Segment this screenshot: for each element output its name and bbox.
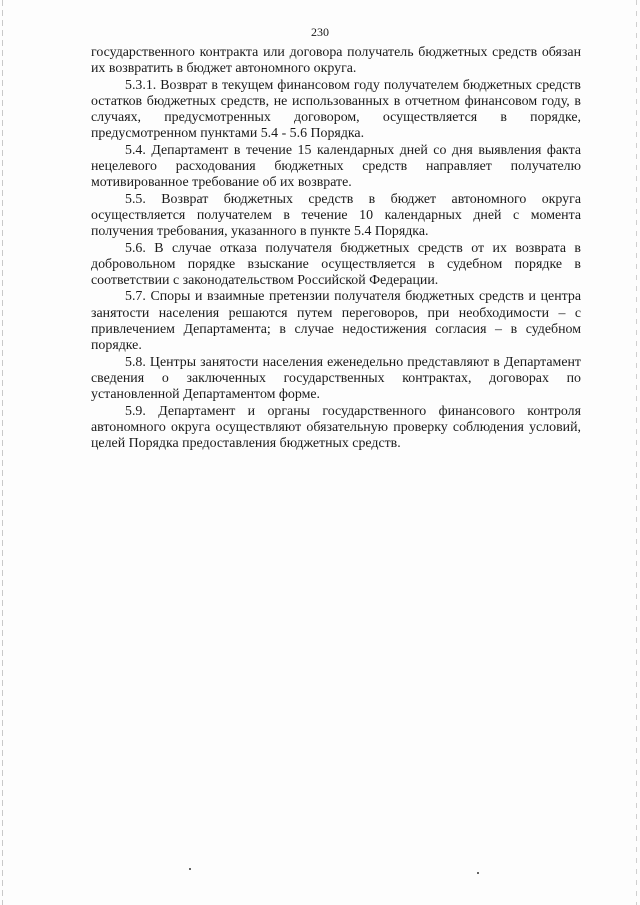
paragraph-5-3-1: 5.3.1. Возврат в текущем финансовом году получателем бюджетных средств остатков бюджетных средств, не использованных в отчетном финансовом году, в случаях, предусмотренных договором, осуществляется в порядке, предусмотренном пунктами 5.4 - 5.6 Порядка. — [91, 77, 581, 142]
paragraph-5-4: 5.4. Департамент в течение 15 календарных дней со дня выявления факта нецелевого расходования бюджетных средств направляет получателю мотивированное требование об их возврате. — [91, 142, 581, 191]
paragraph-5-9: 5.9. Департамент и органы государственного финансового контроля автономного округа осуществляют обязательную проверку соблюдения условий, целей Порядка предоставления бюджетных средств. — [91, 403, 581, 452]
scan-edge-right — [636, 0, 637, 905]
paragraph-5-7: 5.7. Споры и взаимные претензии получателя бюджетных средств и центра занятости населения решаются путем переговоров, при необходимости – с привлечением Департамента; в случае недостижения согласия – в судебном порядке. — [91, 289, 581, 354]
paragraph-5-8: 5.8. Центры занятости населения еженедельно представляют в Департамент сведения о заключенных государственных контрактах, договорах по установленной Департаментом форме. — [91, 354, 581, 403]
paragraph-5-6: 5.6. В случае отказа получателя бюджетных средств от их возврата в добровольном порядке взыскание осуществляется в судебном порядке в соответствии с законодательством Российской Федерации. — [91, 240, 581, 289]
scan-speck — [189, 868, 191, 870]
scan-speck — [477, 872, 479, 874]
paragraph-continuation: государственного контракта или договора получатель бюджетных средств обязан их возвратить в бюджет автономного округа. — [91, 45, 581, 77]
page-number: 230 — [311, 25, 329, 39]
document-body — [91, 45, 581, 452]
paragraph-5-5: 5.5. Возврат бюджетных средств в бюджет автономного округа осуществляется получателем в течение 10 календарных дней с момента получения требования, указанного в пункте 5.4 Порядка. — [91, 191, 581, 240]
scan-edge-left — [2, 0, 3, 905]
